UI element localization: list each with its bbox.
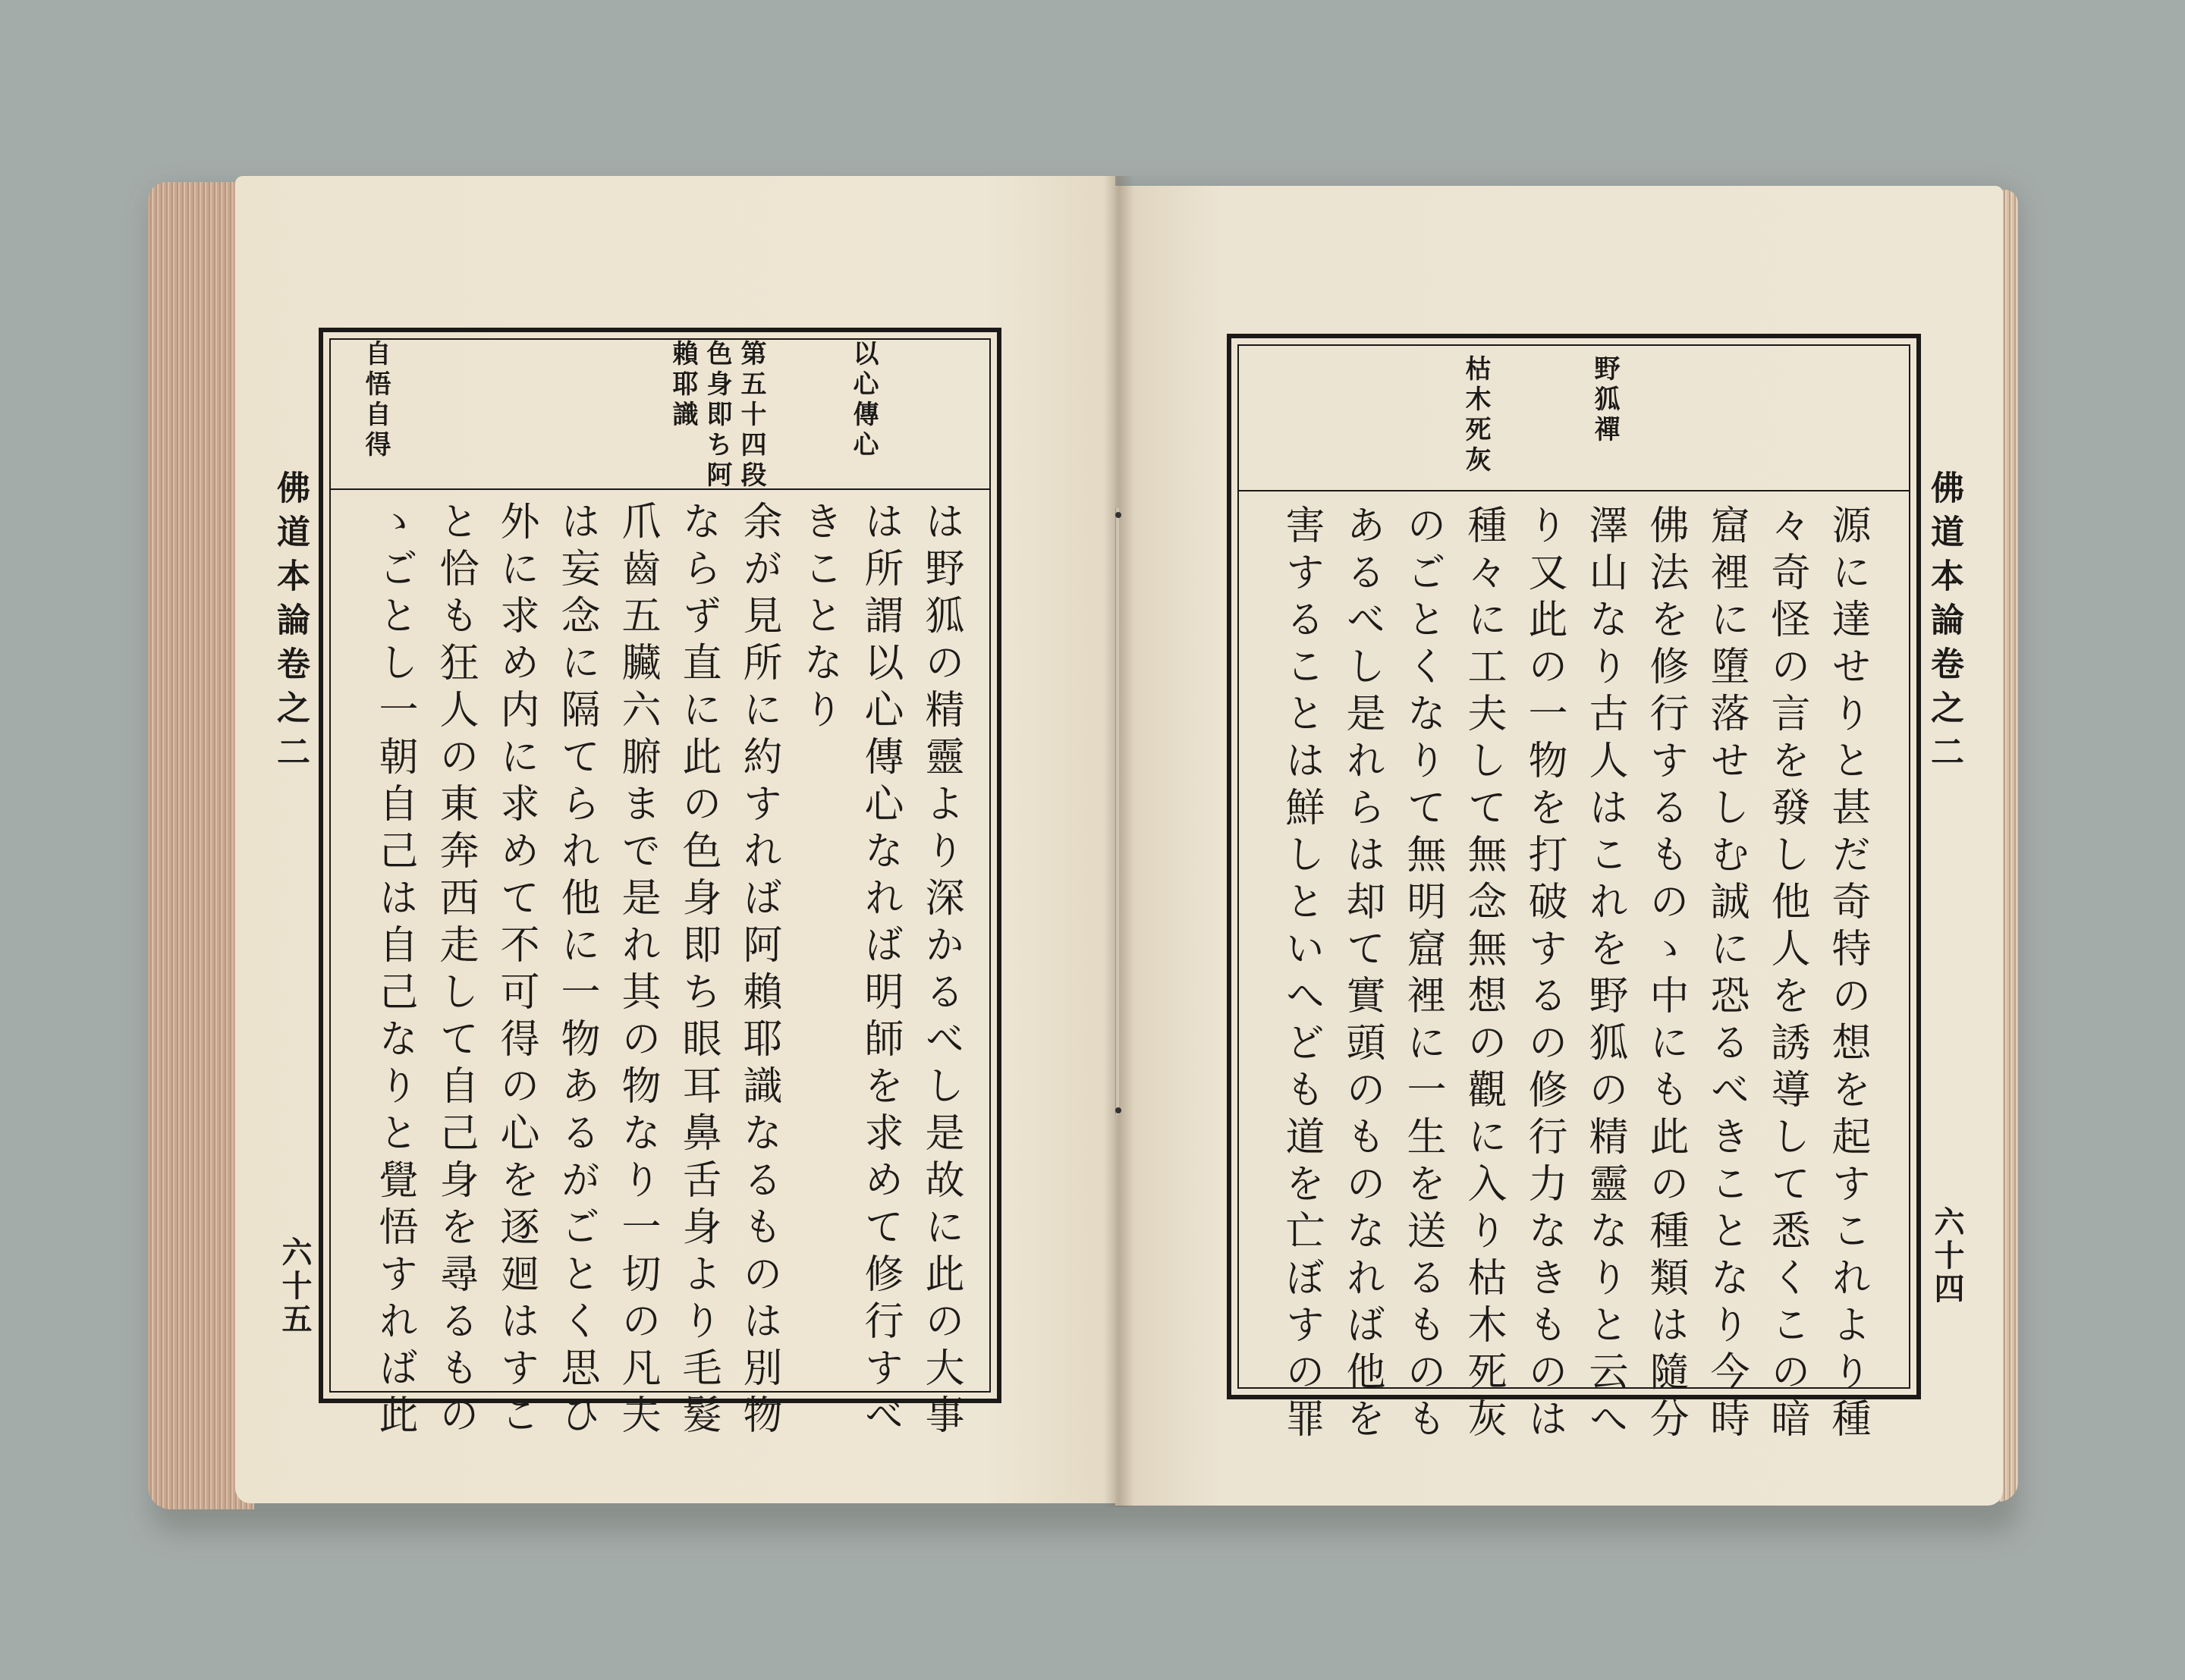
left-text-line: は所謂以心傳心なれば明師を求めて修行すべ xyxy=(857,501,903,1441)
right-page-number: 六十四 xyxy=(1929,1206,1965,1306)
left-running-title: 佛道本論卷之二 xyxy=(271,470,310,778)
left-headnote: 賴耶識 xyxy=(668,340,698,431)
right-text-line: 佛法を修行するものゝ中にも此の種類は隨分 xyxy=(1643,504,1688,1445)
right-text-line: 害することは鮮しといへども道を亡ぼすの罪 xyxy=(1278,504,1324,1445)
left-headnote: 第五十四段 xyxy=(736,340,766,491)
left-headnote: 自悟自得 xyxy=(360,340,391,461)
binding-hole xyxy=(1115,512,1121,518)
left-headnote: 色身即ち阿 xyxy=(702,340,732,491)
left-text-line: は野狐の精靈より深かるべし是故に此の大事 xyxy=(918,501,964,1441)
right-text-frame xyxy=(1227,334,1921,1399)
right-headnote: 野狐禪 xyxy=(1589,355,1620,446)
right-text-line: あるべし是れらは却て實頭のものなれば他を xyxy=(1339,504,1385,1445)
left-page-number: 六十五 xyxy=(277,1236,313,1336)
right-text-line: のごとくなりて無明窟裡に一生を送るものも xyxy=(1400,504,1445,1445)
left-text-line: ゝごとし一朝自己は自己なりと覺悟すれば此 xyxy=(372,501,417,1441)
right-text-line: 種々に工夫して無念無想の觀に入り枯木死灰 xyxy=(1460,504,1506,1445)
left-text-line: 外に求め内に求めて不可得の心を逐廻はすこ xyxy=(493,501,539,1441)
left-text-line: と恰も狂人の東奔西走して自己身を尋るもの xyxy=(432,501,478,1441)
left-text-line: きことなり xyxy=(797,501,842,736)
right-headnote-separator xyxy=(1239,490,1909,491)
left-text-line: 余が見所に約すれば阿賴耶識なるものは別物 xyxy=(736,501,781,1441)
right-text-line: り又此の一物を打破するの修行力なきものは xyxy=(1521,504,1567,1445)
right-text-line: 源に達せりと甚だ奇特の想を起すこれより種 xyxy=(1825,504,1870,1445)
left-text-line: ならず直に此の色身即ち眼耳鼻舌身より毛髮 xyxy=(675,501,721,1441)
binding-hole xyxy=(1115,1107,1121,1113)
left-headnote-separator xyxy=(331,488,989,490)
right-headnote: 枯木死灰 xyxy=(1460,355,1491,476)
right-text-line: 窟裡に墮落せしむ誠に恐るべきことなり今時 xyxy=(1703,504,1749,1445)
left-text-line: は妄念に隔てられ他に一物あるがごとく思ひ xyxy=(554,501,599,1441)
right-text-line: 澤山なり古人はこれを野狐の精靈なりと云へ xyxy=(1582,504,1627,1445)
left-text-line: 爪齒五臟六腑まで是れ其の物なり一切の凡夫 xyxy=(615,501,660,1441)
right-text-line: 々奇怪の言を發し他人を誘導して悉くこの暗 xyxy=(1764,504,1809,1445)
right-running-title: 佛道本論卷之二 xyxy=(1925,470,1963,778)
book-gutter xyxy=(1104,176,1134,1507)
binding-thread xyxy=(1115,508,1119,1115)
left-headnote: 以心傳心 xyxy=(848,340,879,461)
